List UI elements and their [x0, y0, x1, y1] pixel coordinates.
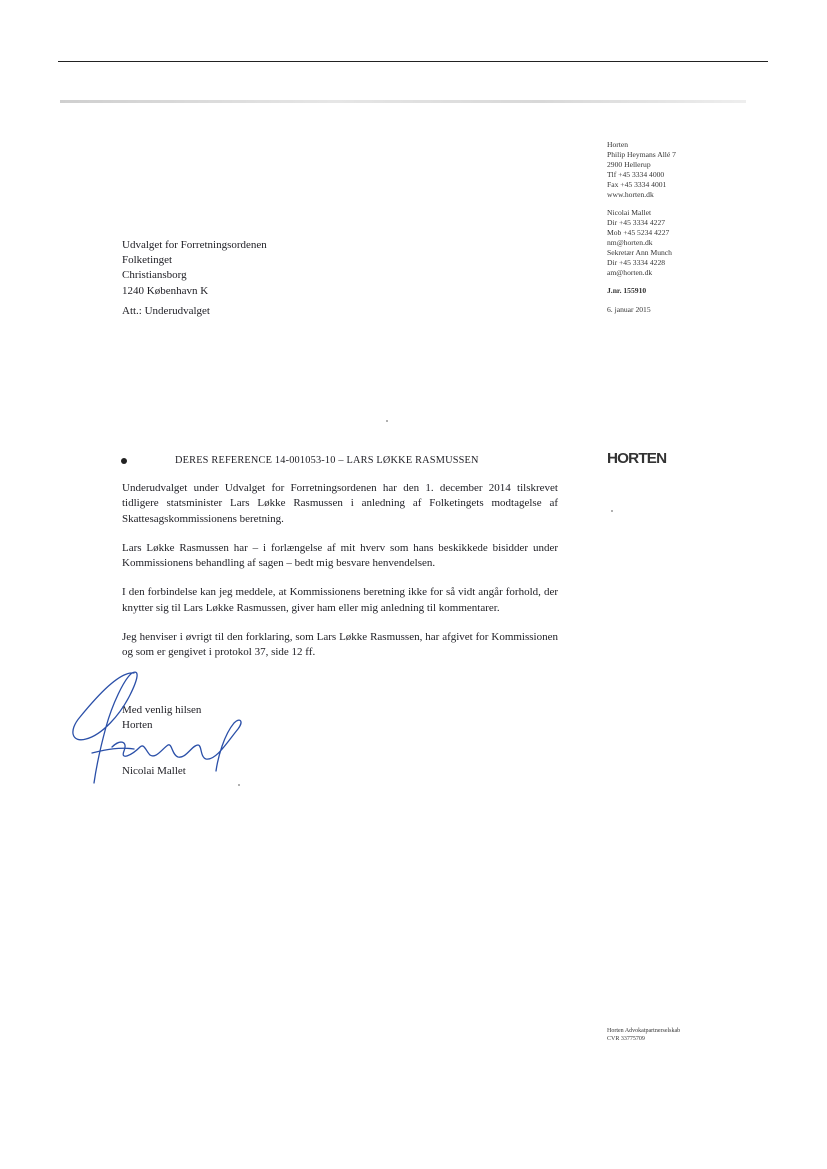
recipient-line: 1240 København K — [122, 284, 209, 297]
attention-line: Att.: Underudvalget — [122, 305, 210, 317]
secretary-dir: Dir +45 3334 4228 — [607, 258, 666, 267]
contact-email: nm@horten.dk — [607, 238, 653, 247]
secretary-name: Sekretær Ann Munch — [607, 248, 672, 257]
contact-dir: Dir +45 3334 4227 — [607, 218, 666, 227]
footer-block — [607, 1027, 680, 1043]
body-paragraph: Lars Løkke Rasmussen har – i forlængelse af mit hverv som hans beskikkede bisidder under Kommissionens behandling af sagen – bedt mig besvare henvendelsen. — [122, 541, 558, 570]
sender-block — [607, 140, 676, 315]
body-paragraph: I den forbindelse kan jeg meddele, at Kommissionens beretning ikke for så vidt angår forhold, der knytter sig til Lars Løkke Rasmussen, giver ham eller mig anledning til kommentarer. — [122, 586, 558, 614]
scan-edge — [60, 100, 746, 103]
signatory-name: Nicolai Mallet — [122, 764, 186, 777]
closing-greeting: Med venlig hilsen — [122, 704, 202, 716]
body-paragraph: Jeg henviser i øvrigt til den forklaring, som Lars Løkke Rasmussen, har afgivet for Kommissionen og som er gengivet i protokol 37, side 12 ff. — [122, 631, 558, 659]
subject-line: DERES REFERENCE 14-001053-10 – LARS LØKKE RASMUSSEN — [175, 455, 479, 466]
scan-speck — [611, 510, 613, 512]
sender-web: www.horten.dk — [607, 190, 654, 199]
letter-date: 6. januar 2015 — [607, 305, 651, 314]
recipient-block — [122, 238, 267, 299]
sender-fax: Fax +45 3334 4001 — [607, 180, 667, 189]
journal-number: J.nr. 155910 — [607, 286, 647, 295]
recipient-line: Christiansborg — [122, 269, 187, 282]
letter-body — [122, 481, 558, 675]
footer-company: Horten Advokatpartnerselskab — [607, 1028, 681, 1034]
body-paragraph: Underudvalget under Udvalget for Forretningsordenen har den 1. december 2014 tilskrevet tidligere statsminister Lars Løkke Rasmussen i anledning af Folketingets modtagelse af Skattesagskommissionens beretning. — [122, 482, 558, 525]
scan-speck — [386, 420, 388, 422]
sender-city: 2900 Hellerup — [607, 160, 651, 169]
footer-cvr: CVR 33775709 — [607, 1036, 645, 1042]
contact-name: Nicolai Mallet — [607, 208, 652, 217]
secretary-email: am@horten.dk — [607, 268, 653, 277]
contact-mob: Mob +45 5234 4227 — [607, 228, 670, 237]
recipient-line: Udvalget for Forretningsordenen — [122, 239, 267, 251]
sender-company: Horten — [607, 140, 629, 149]
sender-address: Philip Heymans Allé 7 — [607, 150, 676, 159]
top-rule — [58, 61, 768, 62]
sender-phone: Tlf +45 3334 4000 — [607, 170, 665, 179]
closing-company: Horten — [122, 719, 153, 732]
handwritten-signature — [68, 665, 258, 790]
recipient-line: Folketinget — [122, 254, 173, 267]
subject-bullet — [121, 458, 127, 464]
horten-logo: HORTEN — [607, 451, 667, 467]
